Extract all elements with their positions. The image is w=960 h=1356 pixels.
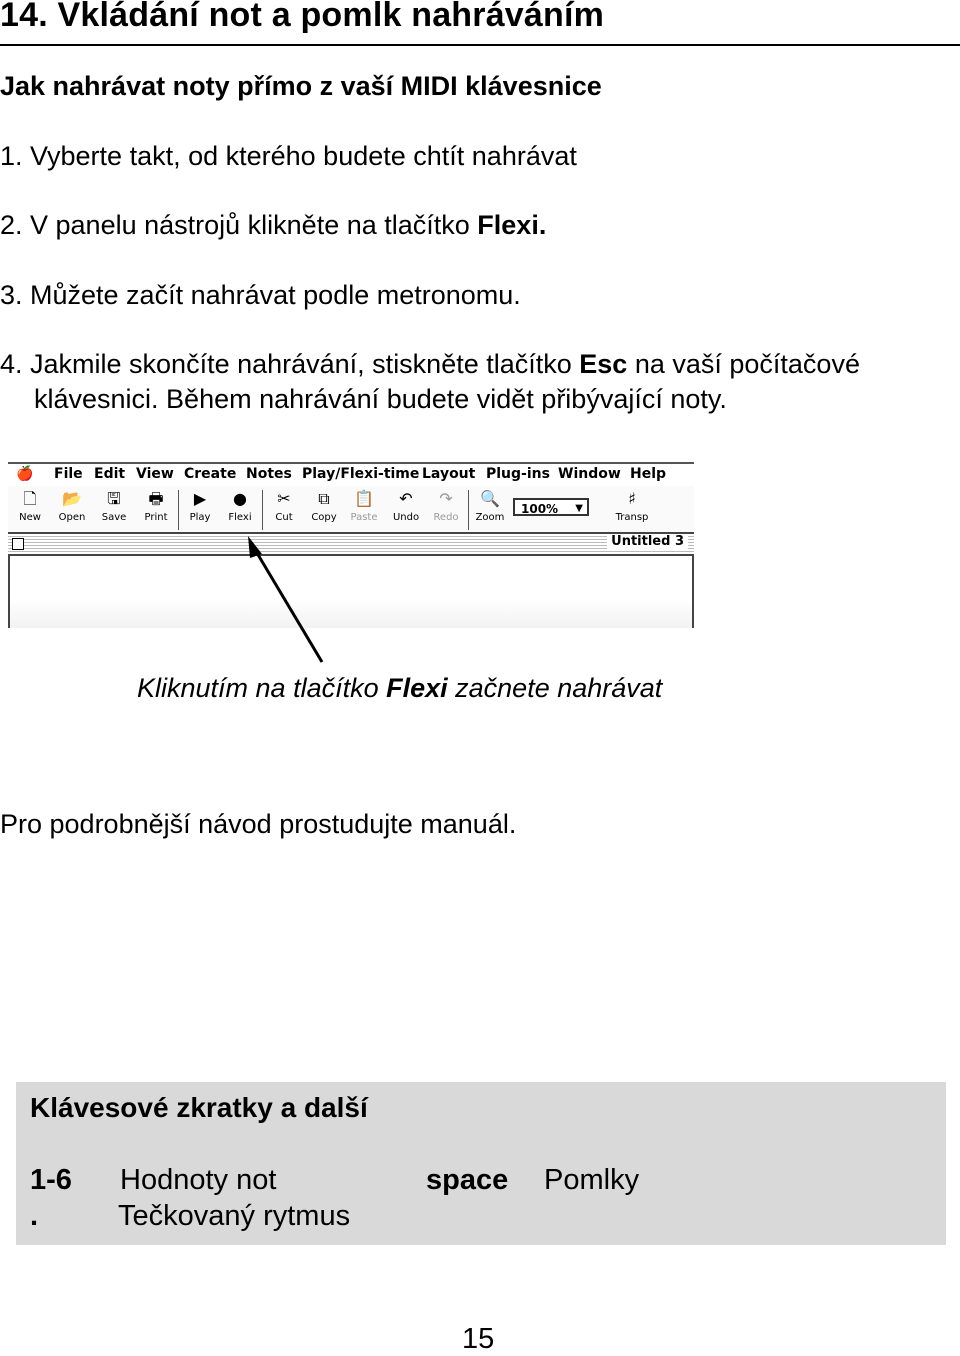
copy-icon: ⧉ [318, 489, 330, 508]
step-1: 1. Vyberte takt, od kterého budete chtít nahrávat [0, 141, 577, 171]
save-button[interactable]: 🖫 Save [94, 490, 134, 530]
step-4-bold: Esc [579, 349, 628, 379]
step-3: 3. Můžete začít nahrávat podle metronomu. [0, 280, 521, 310]
cut-button[interactable]: ✂ Cut [264, 490, 304, 530]
new-button[interactable]: 🗋 New [10, 490, 50, 530]
paste-icon: 📋 [354, 489, 374, 508]
new-document-icon: 🗋 [23, 489, 37, 508]
shortcut-description: Hodnoty not [120, 1164, 277, 1196]
transpose-button[interactable]: ♯ Transp [612, 490, 652, 530]
step-2: 2. V panelu nástrojů klikněte na tlačítko Flexi. [0, 210, 547, 240]
undo-icon: ↶ [399, 489, 413, 508]
shortcuts-title: Klávesové zkratky a další [30, 1092, 368, 1123]
menu-window[interactable]: Window [558, 466, 621, 482]
zoom-select[interactable]: 100% ▼ [513, 498, 589, 516]
shortcuts-box [16, 1082, 946, 1245]
open-folder-icon: 📂 [62, 489, 82, 508]
menu-notes[interactable]: Notes [246, 466, 292, 482]
redo-button[interactable]: ↷ Redo [426, 490, 466, 530]
page-title: 14. Vkládání not a pomlk nahráváním [0, 0, 605, 34]
play-button[interactable]: ▶ Play [180, 490, 220, 530]
copy-button[interactable]: ⧉ Copy [304, 490, 344, 530]
menu-layout[interactable]: Layout [422, 466, 476, 482]
save-disk-icon: 🖫 [107, 489, 121, 508]
menu-create[interactable]: Create [184, 466, 237, 482]
open-button[interactable]: 📂 Open [52, 490, 92, 530]
figure-caption: Kliknutím na tlačítko Flexi začnete nahrávat [137, 673, 663, 703]
transpose-icon: ♯ [628, 489, 636, 508]
paste-button[interactable]: 📋 Paste [344, 490, 384, 530]
step-2-bold: Flexi. [477, 210, 547, 240]
section-subtitle: Jak nahrávat noty přímo z vaší MIDI klávesnice [0, 71, 602, 101]
print-button[interactable]: 🖶 Print [136, 490, 176, 530]
play-icon: ▶ [193, 489, 207, 508]
menu-plug-ins[interactable]: Plug-ins [486, 466, 550, 482]
menu-edit[interactable]: Edit [94, 466, 126, 482]
shortcut-description: Tečkovaný rytmus [118, 1200, 351, 1232]
chevron-down-icon: ▼ [575, 503, 583, 514]
scissors-icon: ✂ [277, 489, 291, 508]
step-4: 4. Jakmile skončíte nahrávání, stiskněte tlačítko Esc na vaší počítačové [0, 349, 860, 379]
menu-file[interactable]: File [54, 466, 83, 482]
shortcut-key: 1-6 [30, 1164, 72, 1196]
zoom-button[interactable]: 🔍 Zoom [470, 490, 510, 530]
menu-help[interactable]: Help [630, 466, 667, 482]
document-title: Untitled 3 [607, 534, 688, 549]
print-icon: 🖶 [148, 489, 164, 508]
zoom-icon: 🔍 [480, 489, 500, 508]
redo-icon: ↷ [439, 489, 453, 508]
shortcut-description: Pomlky [544, 1164, 640, 1196]
flexi-button[interactable]: ● Flexi [220, 490, 260, 530]
page-number: 15 [462, 1323, 495, 1355]
undo-button[interactable]: ↶ Undo [386, 490, 426, 530]
menu-view[interactable]: View [136, 466, 174, 482]
step-4-continuation: klávesnici. Během nahrávání budete vidět přibývající noty. [34, 384, 727, 414]
record-icon: ● [233, 489, 247, 508]
apple-menu-icon[interactable]: 🍎 [16, 466, 34, 482]
manual-note: Pro podrobnější návod prostudujte manuál. [0, 809, 517, 839]
menu-play-flexi-time[interactable]: Play/Flexi-time [302, 466, 420, 482]
shortcut-key: space [426, 1164, 509, 1196]
shortcut-key: . [30, 1200, 39, 1232]
